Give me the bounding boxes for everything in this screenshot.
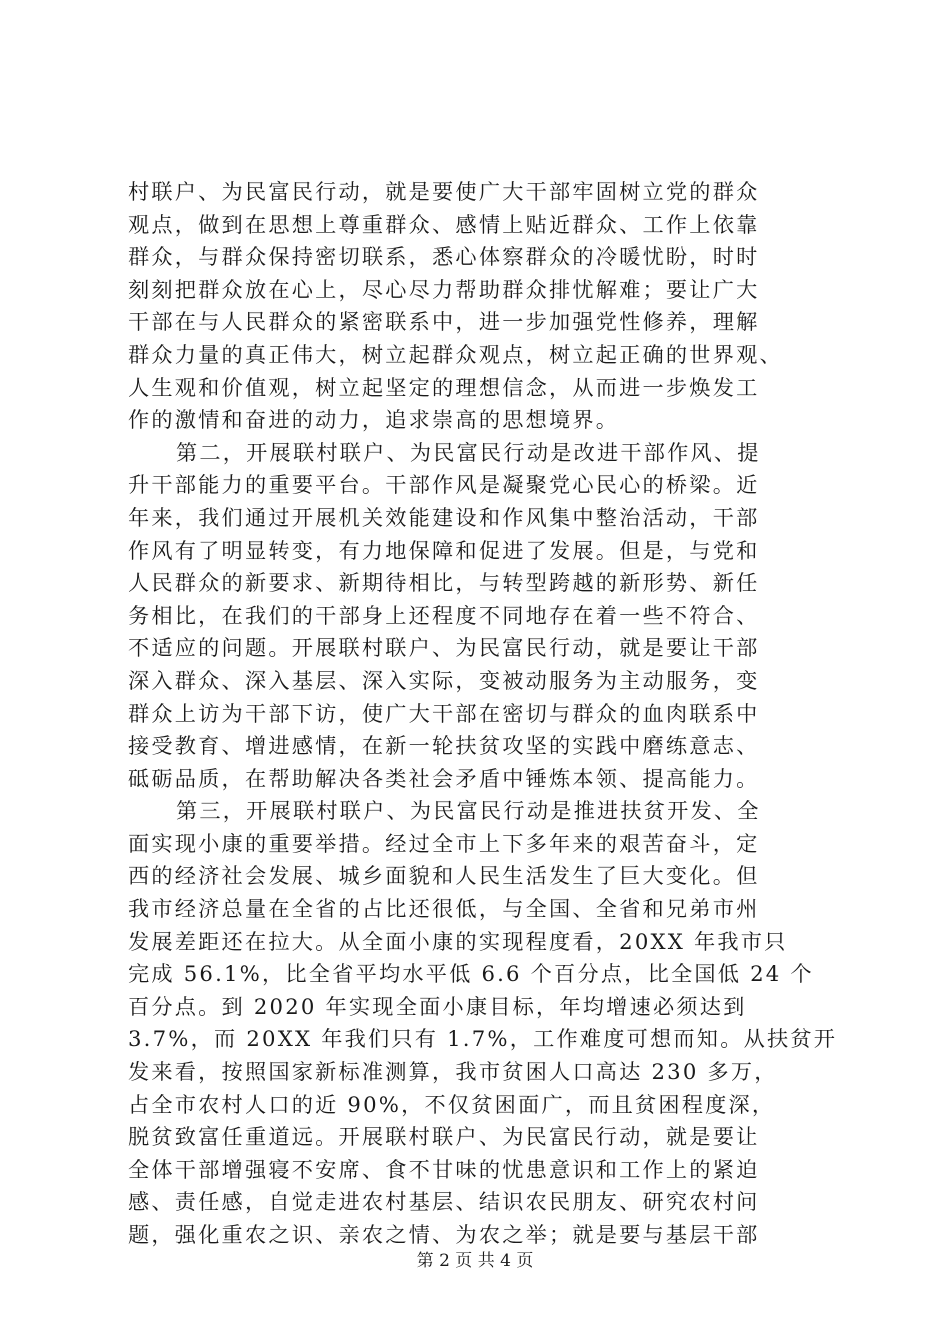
text-line: 群众，与群众保持密切联系，悉心体察群众的冷暖忧盼，时时 [128,244,760,270]
text-line: 观点，做到在思想上尊重群众、感情上贴近群众、工作上依靠 [128,211,760,237]
text-line: 面实现小康的重要举措。经过全市上下多年来的艰苦奋斗，定 [128,830,760,856]
text-line: 完成 56.1%，比全省平均水平低 6.6 个百分点，比全国低 24 个 [128,961,814,987]
text-line: 不适应的问题。开展联村联户、为民富民行动，就是要让干部 [128,635,760,661]
text-line: 刻刻把群众放在心上，尽心尽力帮助群众排忧解难；要让广大 [128,276,760,302]
text-line: 升干部能力的重要平台。干部作风是凝聚党心民心的桥梁。近 [128,472,760,498]
text-line: 第二，开展联村联户、为民富民行动是改进干部作风、提 [176,439,761,465]
text-line: 深入群众、深入基层、深入实际，变被动服务为主动服务，变 [128,667,760,693]
text-line: 作风有了明显转变，有力地保障和促进了发展。但是，与党和 [128,537,760,563]
text-line: 年来，我们通过开展机关效能建设和作风集中整治活动，干部 [128,504,760,530]
text-line: 发展差距还在拉大。从全面小康的实现程度看，20XX 年我市只 [128,928,788,954]
text-line: 砥砺品质，在帮助解决各类社会矛盾中锤炼本领、提高能力。 [128,765,760,791]
text-line: 西的经济社会发展、城乡面貌和人民生活发生了巨大变化。但 [128,863,760,889]
text-line: 村联户、为民富民行动，就是要使广大干部牢固树立党的群众 [128,179,760,204]
text-line: 第三，开展联村联户、为民富民行动是推进扶贫开发、全 [176,798,761,824]
text-line: 务相比，在我们的干部身上还程度不同地存在着一些不符合、 [128,602,760,628]
text-line: 占全市农村人口的近 90%，不仅贫困面广，而且贫困程度深， [128,1091,776,1117]
page-footer: 第 2 页 共 4 页 [416,1251,534,1271]
text-line: 感、责任感，自觉走进农村基层、结识农民朋友、研究农村问 [128,1189,760,1215]
text-line: 发来看，按照国家新标准测算，我市贫困人口高达 230 多万， [128,1059,778,1085]
text-line: 作的激情和奋进的动力，追求崇高的思想境界。 [128,407,620,433]
text-line: 我市经济总量在全省的占比还很低，与全国、全省和兄弟市州 [128,896,760,922]
text-line: 人生观和价值观，树立起坚定的理想信念，从而进一步焕发工 [128,374,760,400]
text-line: 接受教育、增进感情，在新一轮扶贫攻坚的实践中磨练意志、 [128,733,760,759]
text-line: 百分点。到 2020 年实现全面小康目标，年均增速必须达到 [128,993,747,1019]
text-line: 人民群众的新要求、新期待相比，与转型跨越的新形势、新任 [128,570,760,596]
text-line: 3.7%，而 20XX 年我们只有 1.7%，工作难度可想而知。从扶贫开 [128,1026,838,1052]
body-text [128,176,838,1252]
text-line: 干部在与人民群众的紧密联系中，进一步加强党性修养，理解 [128,309,760,335]
text-line: 脱贫致富任重道远。开展联村联户、为民富民行动，就是要让 [128,1124,760,1150]
text-line: 群众力量的真正伟大，树立起群众观点，树立起正确的世界观、 [128,341,783,367]
text-line: 全体干部增强寝不安席、食不甘味的忧患意识和工作上的紧迫 [128,1156,760,1182]
text-line: 群众上访为干部下访，使广大干部在密切与群众的血肉联系中 [128,700,760,726]
text-line: 题，强化重农之识、亲农之情、为农之举；就是要与基层干部 [128,1222,760,1247]
